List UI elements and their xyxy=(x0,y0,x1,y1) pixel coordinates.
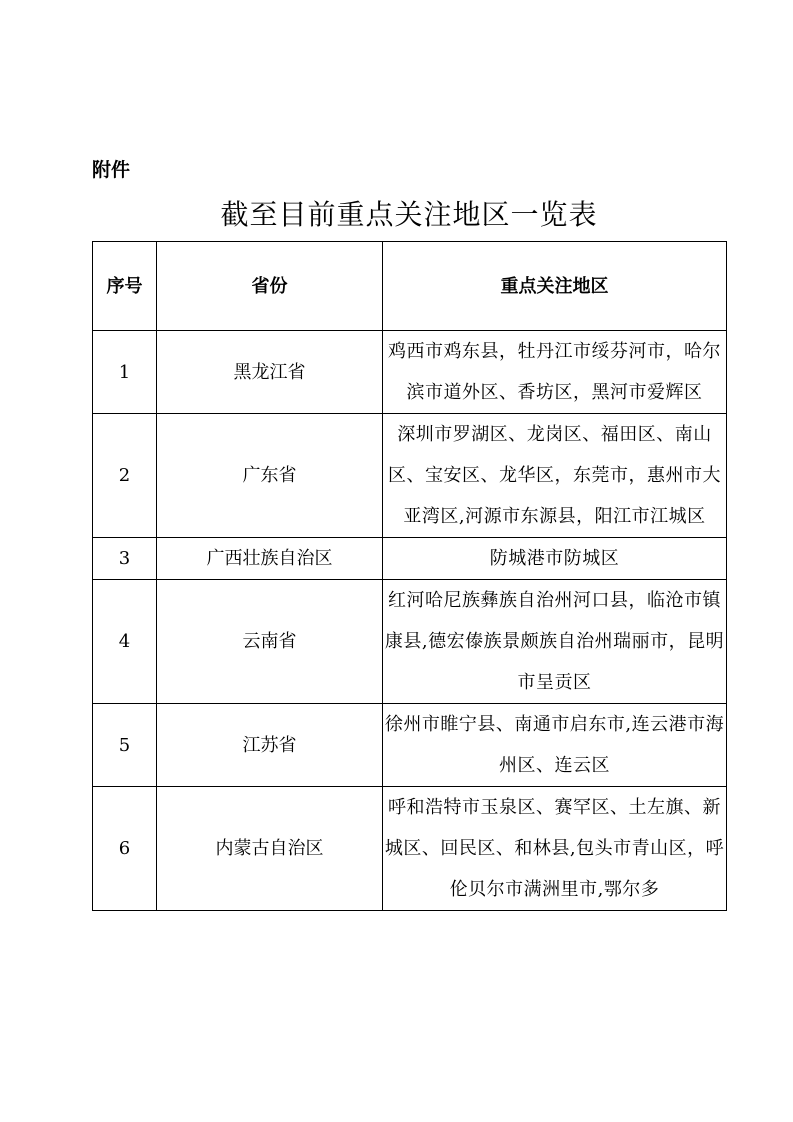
header-province: 省份 xyxy=(157,242,383,331)
header-areas: 重点关注地区 xyxy=(383,242,727,331)
row-no: 3 xyxy=(93,538,157,580)
attachment-label: 附件 xyxy=(92,159,131,181)
row-areas: 深圳市罗湖区、龙岗区、福田区、南山区、宝安区、龙华区，东莞市，惠州市大亚湾区,河源市东源县，阳江市江城区 xyxy=(383,414,727,538)
row-province: 黑龙江省 xyxy=(157,331,383,414)
table-row xyxy=(93,331,727,414)
row-no: 6 xyxy=(93,787,157,911)
row-areas: 鸡西市鸡东县，牡丹江市绥芬河市，哈尔滨市道外区、香坊区，黑河市爱辉区 xyxy=(383,331,727,414)
row-province: 云南省 xyxy=(157,580,383,704)
table-row xyxy=(93,704,727,787)
regions-table xyxy=(92,241,727,911)
row-province: 广东省 xyxy=(157,414,383,538)
row-no: 4 xyxy=(93,580,157,704)
row-no: 1 xyxy=(93,331,157,414)
row-areas-text: 呼和浩特市玉泉区、赛罕区、土左旗、新城区、回民区、和林县,包头市青山区，呼伦贝尔市满洲里市,鄂尔多 xyxy=(384,797,725,900)
table-row xyxy=(93,787,727,911)
row-areas: 防城港市防城区 xyxy=(383,538,727,580)
table-row xyxy=(93,580,727,704)
row-no: 5 xyxy=(93,704,157,787)
table-header-row xyxy=(93,242,727,331)
table-row xyxy=(93,538,727,580)
row-province: 江苏省 xyxy=(157,704,383,787)
row-province: 广西壮族自治区 xyxy=(157,538,383,580)
header-no: 序号 xyxy=(93,242,157,331)
row-areas: 红河哈尼族彝族自治州河口县，临沧市镇康县,德宏傣族景颇族自治州瑞丽市，昆明市呈贡区 xyxy=(383,580,727,704)
row-areas: 徐州市睢宁县、南通市启东市,连云港市海州区、连云区 xyxy=(383,704,727,787)
row-province: 内蒙古自治区 xyxy=(157,787,383,911)
page-title: 截至目前重点关注地区一览表 xyxy=(220,198,598,231)
table-row xyxy=(93,414,727,538)
row-areas xyxy=(383,787,727,911)
row-no: 2 xyxy=(93,414,157,538)
